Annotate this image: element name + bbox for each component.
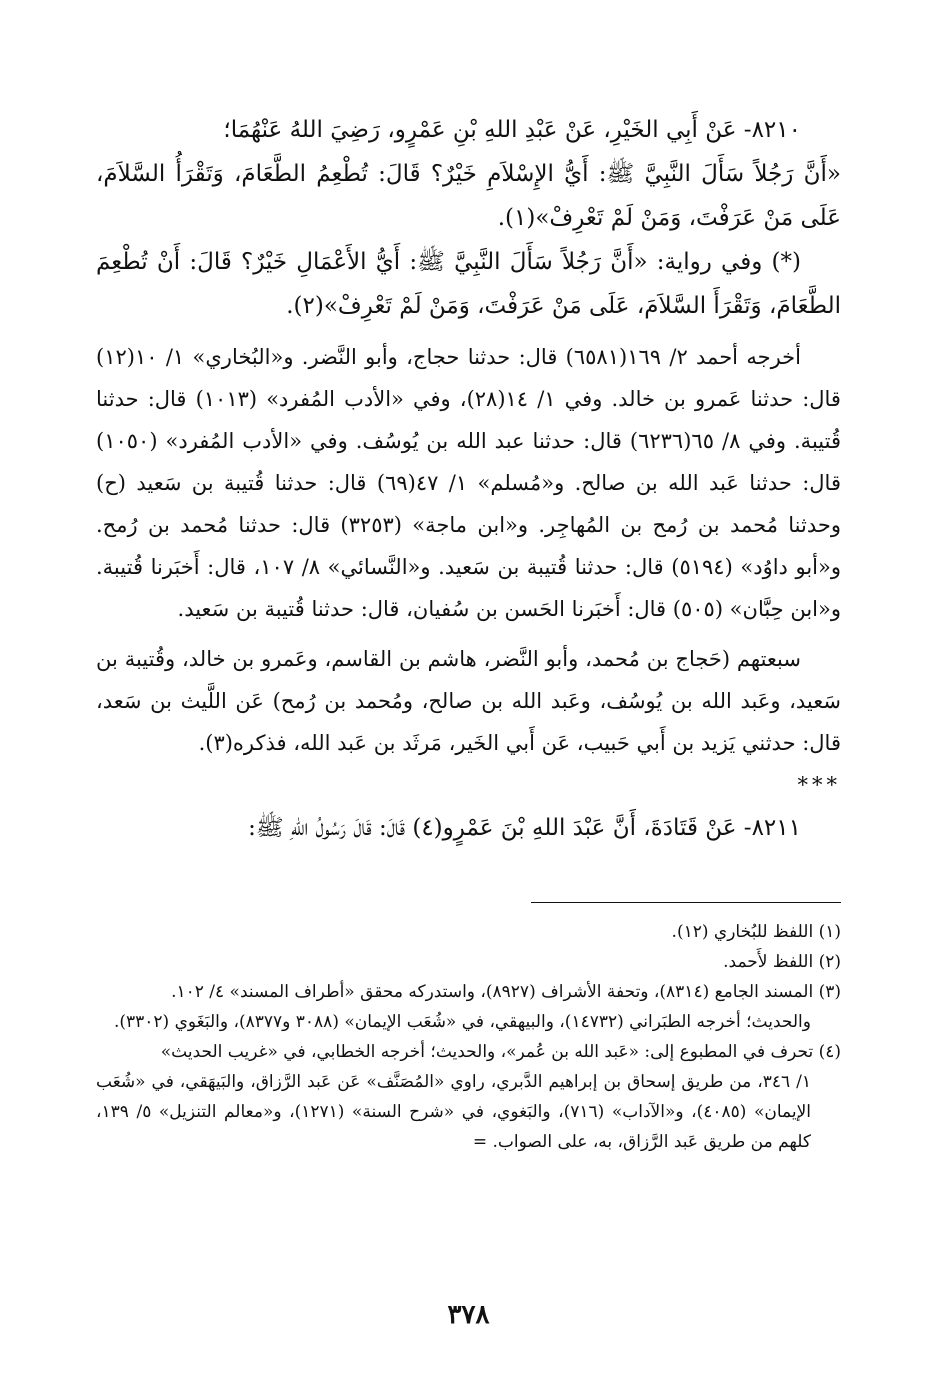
hadith-8210-takhrij: أخرجه أحمد ٢/ ١٦٩(٦٥٨١) قال: حدثنا حجاج، وأبو النَّضر. و«البُخاري» ١/ ١٠(١٢) قال: حدثنا عَمرو بن خالد. وفي ١/ ١٤(٢٨)، وفي «الأدب المُفرد» (١٠١٣) قال: حدثنا قُتيبة. وفي ٨/ ٦٥(٦٢٣٦) قال: حدثنا عبد الله بن يُوسُف. وفي «الأدب المُفرد» (١٠٥٠) قال: حدثنا عَبد الله بن صالح. و«مُسلم» ١/ ٤٧(٦٩) قال: حدثنا قُتيبة بن سَعيد (ح) وحدثنا مُحمد بن رُمح بن المُهاجِر. و«ابن ماجة» (٣٢٥٣) قال: حدثنا مُحمد بن رُمح. و«أبو داوُد» (٥١٩٤) قال: حدثنا قُتيبة بن سَعيد. و«النَّسائي» ٨/ ١٠٧، قال: أَخبَرنا قُتيبة. و«ابن حِبَّان» (٥٠٥) قال: أَخبَرنا الحَسن بن سُفيان، قال: حدثنا قُتيبة بن سَعيد. xyxy=(96,345,842,621)
footnote-divider xyxy=(531,902,841,903)
footnote-2: (٢) اللفظ لأَحمد. xyxy=(723,952,841,972)
footnote-3: (٣) المسند الجامع (٨٣١٤)، وتحفة الأشراف (٨٩٢٧)، واستدركه محقق «أطراف المسند» ٤/ ١٠٢. xyxy=(171,982,841,1002)
hadith-8210-summary: سبعتهم (حَجاج بن مُحمد، وأبو النَّضر، هاشم بن القاسم، وعَمرو بن خالد، وقُتيبة بن سَعيد، وعَبد الله بن يُوسُف، وعَبد الله بن صالح، ومُحمد بن رُمح) عَن اللَّيث بن سَعد، قال: حدثني يَزيد بن أَبي حَبيب، عَن أَبي الخَير، مَرثَد بن عَبد الله، فذكره(٣). xyxy=(96,647,841,755)
footnotes xyxy=(96,917,841,1157)
main-text xyxy=(96,108,841,850)
footnote-3-continued: والحديث؛ أخرجه الطبَراني (١٤٧٣٢)، والبيهقي، في «شُعَب الإيمان» (٣٠٨٨ و٨٣٧٧)، والبَغَوي (٣٣٠٢). xyxy=(113,1012,811,1032)
footnote-4: (٤) تحرف في المطبوع إلى: «عَبد الله بن عُمر»، والحديث؛ أخرجه الخطابي، في «غريب الحديث» xyxy=(160,1042,841,1062)
footnote-4-continued: ١/ ٣٤٦، من طريق إسحاق بن إبراهيم الدَّبري، راوي «المُصَنَّف» عَن عَبد الرَّزاق، والبَيهَقي، في «شُعَب الإيمان» (٤٠٨٥)، و«الآداب» (٧١٦)، والبَغوي، في «شرح السنة» (١٢٧١)، و«معالم التنزيل» ٥/ ١٣٩، كلهم من طريق عَبد الرَّزاق، به، على الصواب. = xyxy=(96,1072,811,1152)
section-separator: *** xyxy=(797,773,841,797)
hadith-8211-opening: ٨٢١١- عَنْ قَتَادَةَ، أَنَّ عَبْدَ اللهِ بْنَ عَمْرٍو(٤) قَالَ: قَالَ رَسُولُ اللهِ ﷺ: xyxy=(248,815,801,841)
hadith-8210-isnad: ٨٢١٠- عَنْ أَبِي الخَيْرِ، عَنْ عَبْدِ اللهِ بْنِ عَمْرٍو، رَضِيَ اللهُ عَنْهُمَا؛ xyxy=(223,117,801,143)
hadith-8210-matn: «أَنَّ رَجُلاً سَأَلَ النَّبِيَّ ﷺ: أَيُّ الإِسْلاَمِ خَيْرٌ؟ قَالَ: تُطْعِمُ الطَّعَامَ، وَتَقْرَأُ السَّلاَمَ، عَلَى مَنْ عَرَفْتَ، وَمَنْ لَمْ تَعْرِفْ»(١). xyxy=(96,161,841,231)
page-number: ٣٧٨ xyxy=(447,1300,490,1330)
hadith-8210-riwaya: (*) وفي رواية: «أَنَّ رَجُلاً سَأَلَ النَّبِيَّ ﷺ: أَيُّ الأَعْمَالِ خَيْرٌ؟ قَالَ: أَنْ تُطْعِمَ الطَّعَامَ، وَتَقْرَأَ السَّلاَمَ، عَلَى مَنْ عَرَفْتَ، وَمَنْ لَمْ تَعْرِفْ»(٢). xyxy=(96,249,841,319)
footnote-1: (١) اللفظ للبُخاري (١٢). xyxy=(671,922,841,942)
